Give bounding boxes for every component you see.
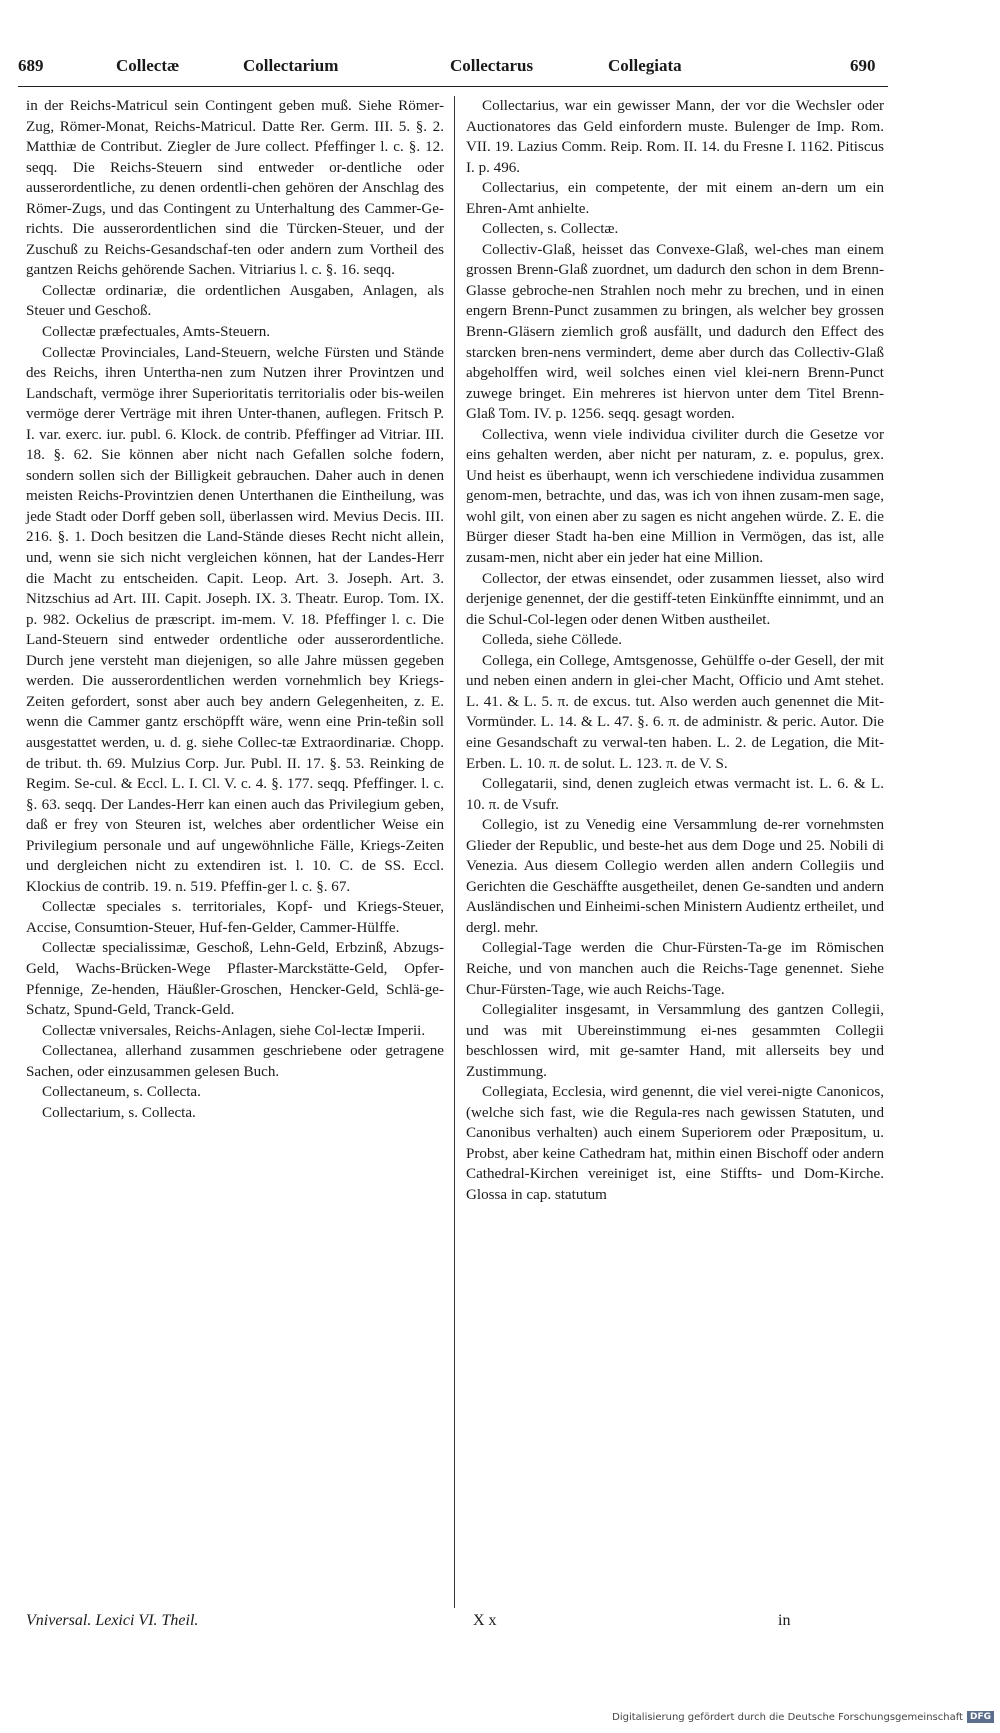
signature-mark: X x: [473, 1612, 497, 1629]
catchword: in: [778, 1612, 791, 1629]
entry: Collecten, s. Collectæ.: [482, 221, 619, 238]
entry: Collegial-Tage werden die Chur-Fürsten-Ta-ge im Römischen Reiche, und von manchen auch die Reichs-Tage genennet. Siehe Chur-Fürsten-Tage, wie auch Reichs-Tage.: [466, 940, 884, 998]
entry: Collectæ vniversales, Reichs-Anlagen, siehe Col-lectæ Imperii.: [42, 1022, 426, 1039]
entry: Collectæ Provinciales, Land-Steuern, welche Fürsten und Stände des Reichs, ihren Untertha-nen zum Nutzen ihrer Provintzen und Landschaft, vermöge ihrer Superioritatis territorialis oder bis-weilen vermöge derer Verträge mit ihren Unter-thanen, auflegen. Fritsch P. I. var. exerc. iur. publ. 6. Klock. de contrib. Pfeffinger ad Vitriar. III. 18. §. 62. Sie können aber nicht nach Gefallen solche fodern, sondern sollen sich der Billigkeit gebrauchen. Daher auch in denen meisten Reichs-Provintzien denen Unterthanen die Eintheilung, was jede Stadt oder Dorff geben soll, überlassen wird. Mevius Decis. III. 216. §. 1. Doch besitzen die Land-Stände dieses Recht nicht allein, und, wenn sie sich nicht vergleichen können, hat der Landes-Herr die Macht zu entscheiden. Capit. Leop. Art. 3. Joseph. Art. 3. Nitzschius ad Art. III. Capit. Joseph. IX. 3. Theatr. Europ. Tom. IX. p. 982. Ockelius de præscript. im-mem. V. 18. Pfeffinger l. c. Die Land-Steuern sind entweder ordentliche oder ausserordentliche. Durch jene versteht man diejenigen, so alle Jahre müssen gegeben werden. Die ausserordentlichen werden vornehmlich bey Kriegs-Zeiten gefordert, sonst aber auch bey andern Gelegenheiten, z. E. wenn die Cammer gantz erschöpfft wäre, wenn eine Prin-teßin soll ausgestattet werden, u. d. g. siehe Collec-tæ Extraordinariæ. Chopp. de tribut. th. 69. Mulzius Corp. Jur. Publ. II. 17. §. 53. Reinking de Regim. Se-cul. & Eccl. L. I. Cl. V. c. 4. §. 177. seqq. Pfeffinger. l. c. §. 63. seqq. Der Landes-Herr kan einen auch das Privilegium geben, daß er frey von Steuren ist, welches aber ordentlicher Weise ein Privilegium personale und auf ungewöhnliche Fälle, Kriegs-Zeiten und dergleichen nicht zu extendiren ist. l. 10. C. de SS. Eccl. Klockius de contrib. 19. n. 519. Pfeffin-ger l. c. §. 67.: [26, 344, 444, 895]
entry: in der Reichs-Matricul sein Contingent geben muß. Siehe Römer-Zug, Römer-Monat, Reichs-Matricul. Datte Rer. Germ. III. 5. §. 2. Matthiæ de Contribut. Ziegler de Jure collect. Pfeffinger l. c. §. 12. seqq. Die Reichs-Steuern sind entweder or-dentliche oder ausserordentliche, zu denen ordentli-chen gehören der Anschlag des Römer-Zugs, und das Contingent zu Unterhaltung des Cammer-Ge-richts. Die ausserordentlichen sind die Türcken-Steuer, und der Zuschuß zu Reichs-Gesandschaf-ten oder andern zum Vortheil des gantzen Reichs gehörende Sachen. Vitriarius l. c. §. 16. seqq.: [26, 98, 444, 279]
header-word-left-2: Collectarium: [243, 56, 339, 75]
entry: Collectiv-Glaß, heisset das Convexe-Glaß, wel-ches man einem grossen Brenn-Glaß zuordnet, um dadurch den schon in dem Brenn-Glasse gebroche-nen Strahlen noch mehr zu brechen, und in einen engern Brenn-Punct zusammen zu bringen, als welcher bey grossen Brenn-Gläsern ziemlich groß ausfällt, und dadurch den Effect des starcken bren-nens vermindert, deme aber durch das Collectiv-Glaß abgeholffen wird, weil solches einen viel klei-nern Brenn-Punct zuwege bringet. Ein mehreres ist hiervon unter dem Titel Brenn-Glaß Tom. IV. p. 1256. seqq. gesagt worden.: [466, 241, 884, 423]
entry: Collectæ speciales s. territoriales, Kopf- und Kriegs-Steuer, Accise, Consumtion-Steuer, Huf-fen-Gelder, Cammer-Hülffe.: [26, 899, 444, 936]
header-word-right-2: Collegiata: [608, 56, 682, 75]
credit-text: Digitalisierung gefördert durch die Deutsche Forschungsgemeinschaft: [612, 1712, 963, 1723]
page-number-right: 690: [850, 56, 876, 75]
volume-signature: Vniversal. Lexici VI. Theil.: [26, 1612, 199, 1629]
entry: Collectaneum, s. Collecta.: [42, 1084, 201, 1101]
column-divider: [454, 96, 455, 1608]
entry: Collegiata, Ecclesia, wird genennt, die viel verei-nigte Canonicos, (welche sich fast, wie die Regula-res nach gewissen Statuten, und Canonibus verhalten) auch einem Superiorem oder Præpositum, u. Probst, aber keine Cathedram hat, mithin einen Bischoff oder andern Cathedral-Kirchen vereiniget ist, eine Stiffts- und Dom-Kirche. Glossa in cap. statutum: [466, 1084, 884, 1203]
right-column: [466, 96, 884, 1206]
page: [18, 0, 888, 1733]
entry: Collectiva, wenn viele individua civiliter durch die Gesetze vor eins gehalten werden, aber nicht per naturam, z. e. populus, grex. Und heist es überhaupt, wenn ich verschiedene individua zusammen genom-men, betrachte, und das, was ich von ihnen zusam-men sage, wohl gilt, von einen aber zu sagen es nicht angehen würde. Z. E. die Bürger dieser Stadt ha-ben eine Million in Vermögen, das ist, alle zusam-men, nicht aber ein jeder hat eine Million.: [466, 426, 884, 567]
entry: Collector, der etwas einsendet, oder zusammen liesset, also wird derjenige genennet, der die gestiff-teten Einkünffte einnimmt, und an die Schul-Col-legen oder denen Witben austheilet.: [466, 570, 884, 628]
entry: Collectarius, war ein gewisser Mann, der vor die Wechsler oder Auctionatores das Geld einfordern muste. Bulenger de Imp. Rom. VII. 19. Lazius Comm. Reip. Rom. II. 14. du Fresne I. 1162. Pitiscus I. p. 496.: [466, 98, 884, 176]
entry: Collegatarii, sind, denen zugleich etwas vermacht ist. L. 6. & L. 10. π. de Vsufr.: [466, 776, 884, 813]
entry: Collectanea, allerhand zusammen geschriebene oder getragene Sachen, oder einzusammen gelesen Buch.: [26, 1043, 444, 1080]
entry: Colleda, siehe Cöllede.: [482, 632, 623, 649]
entry: Collega, ein College, Amtsgenosse, Gehülffe o-der Gesell, der mit und neben einen andern in glei-cher Macht, Officio und Amt stehet. L. 41. & L. 5. π. de excus. tut. Also werden auch genennet die Mit-Vormünder. L. 14. & L. 47. §. 6. π. de administr. & peric. Autor. Die eine Gesandschaft zu verwal-ten haben. L. 2. de Legation, die Mit-Erben. L. 10. π. de solut. L. 123. π. de V. S.: [466, 652, 884, 772]
header-rule: [18, 86, 888, 87]
header-word-right-1: Collectarus: [450, 56, 534, 75]
left-column: [26, 96, 444, 1123]
entry: Collectarium, s. Collecta.: [42, 1104, 196, 1121]
entry: Collegialiter insgesamt, in Versammlung des gantzen Collegii, und was mit Ubereinstimmung ei-nes gesammten Collegii beschlossen wird, mit ge-samter Hand, mit allerseits bey und Zustimmung.: [466, 1002, 884, 1080]
entry: Collectæ præfectuales, Amts-Steuern.: [42, 324, 271, 341]
dfg-logo-icon: DFG: [967, 1711, 994, 1723]
page-number-left: 689: [18, 56, 44, 75]
digitization-credit: [612, 1711, 994, 1723]
entry: Collegio, ist zu Venedig eine Versammlung de-rer vornehmsten Glieder der Republic, und beste-het aus dem Doge und 25. Nobili di Venezia. Aus diesem Collegio werden allen andern Collegiis und Gerichten die Geschäffte ausgetheilet, denen Ge-sandten und andern Ausländischen und Einheimi-schen Ministern Audientz ertheilet, und dergl. mehr.: [466, 817, 884, 936]
header-word-left-1: Collectæ: [116, 56, 180, 75]
entry: Collectæ specialissimæ, Geschoß, Lehn-Geld, Erbzinß, Abzugs-Geld, Wachs-Brücken-Wege Pflaster-Marckstätte-Geld, Opfer-Pfennige, Ze-henden, Häußler-Groschen, Hencker-Geld, Schlä-ge-Schatz, Spund-Geld, Tranck-Geld.: [26, 940, 444, 1019]
page-footer: [18, 1612, 888, 1638]
running-header: [18, 56, 888, 84]
entry: Collectæ ordinariæ, die ordentlichen Ausgaben, Anlagen, als Steuer und Geschoß.: [26, 282, 444, 320]
entry: Collectarius, ein competente, der mit einem an-dern um ein Ehren-Amt anhielte.: [466, 180, 884, 217]
